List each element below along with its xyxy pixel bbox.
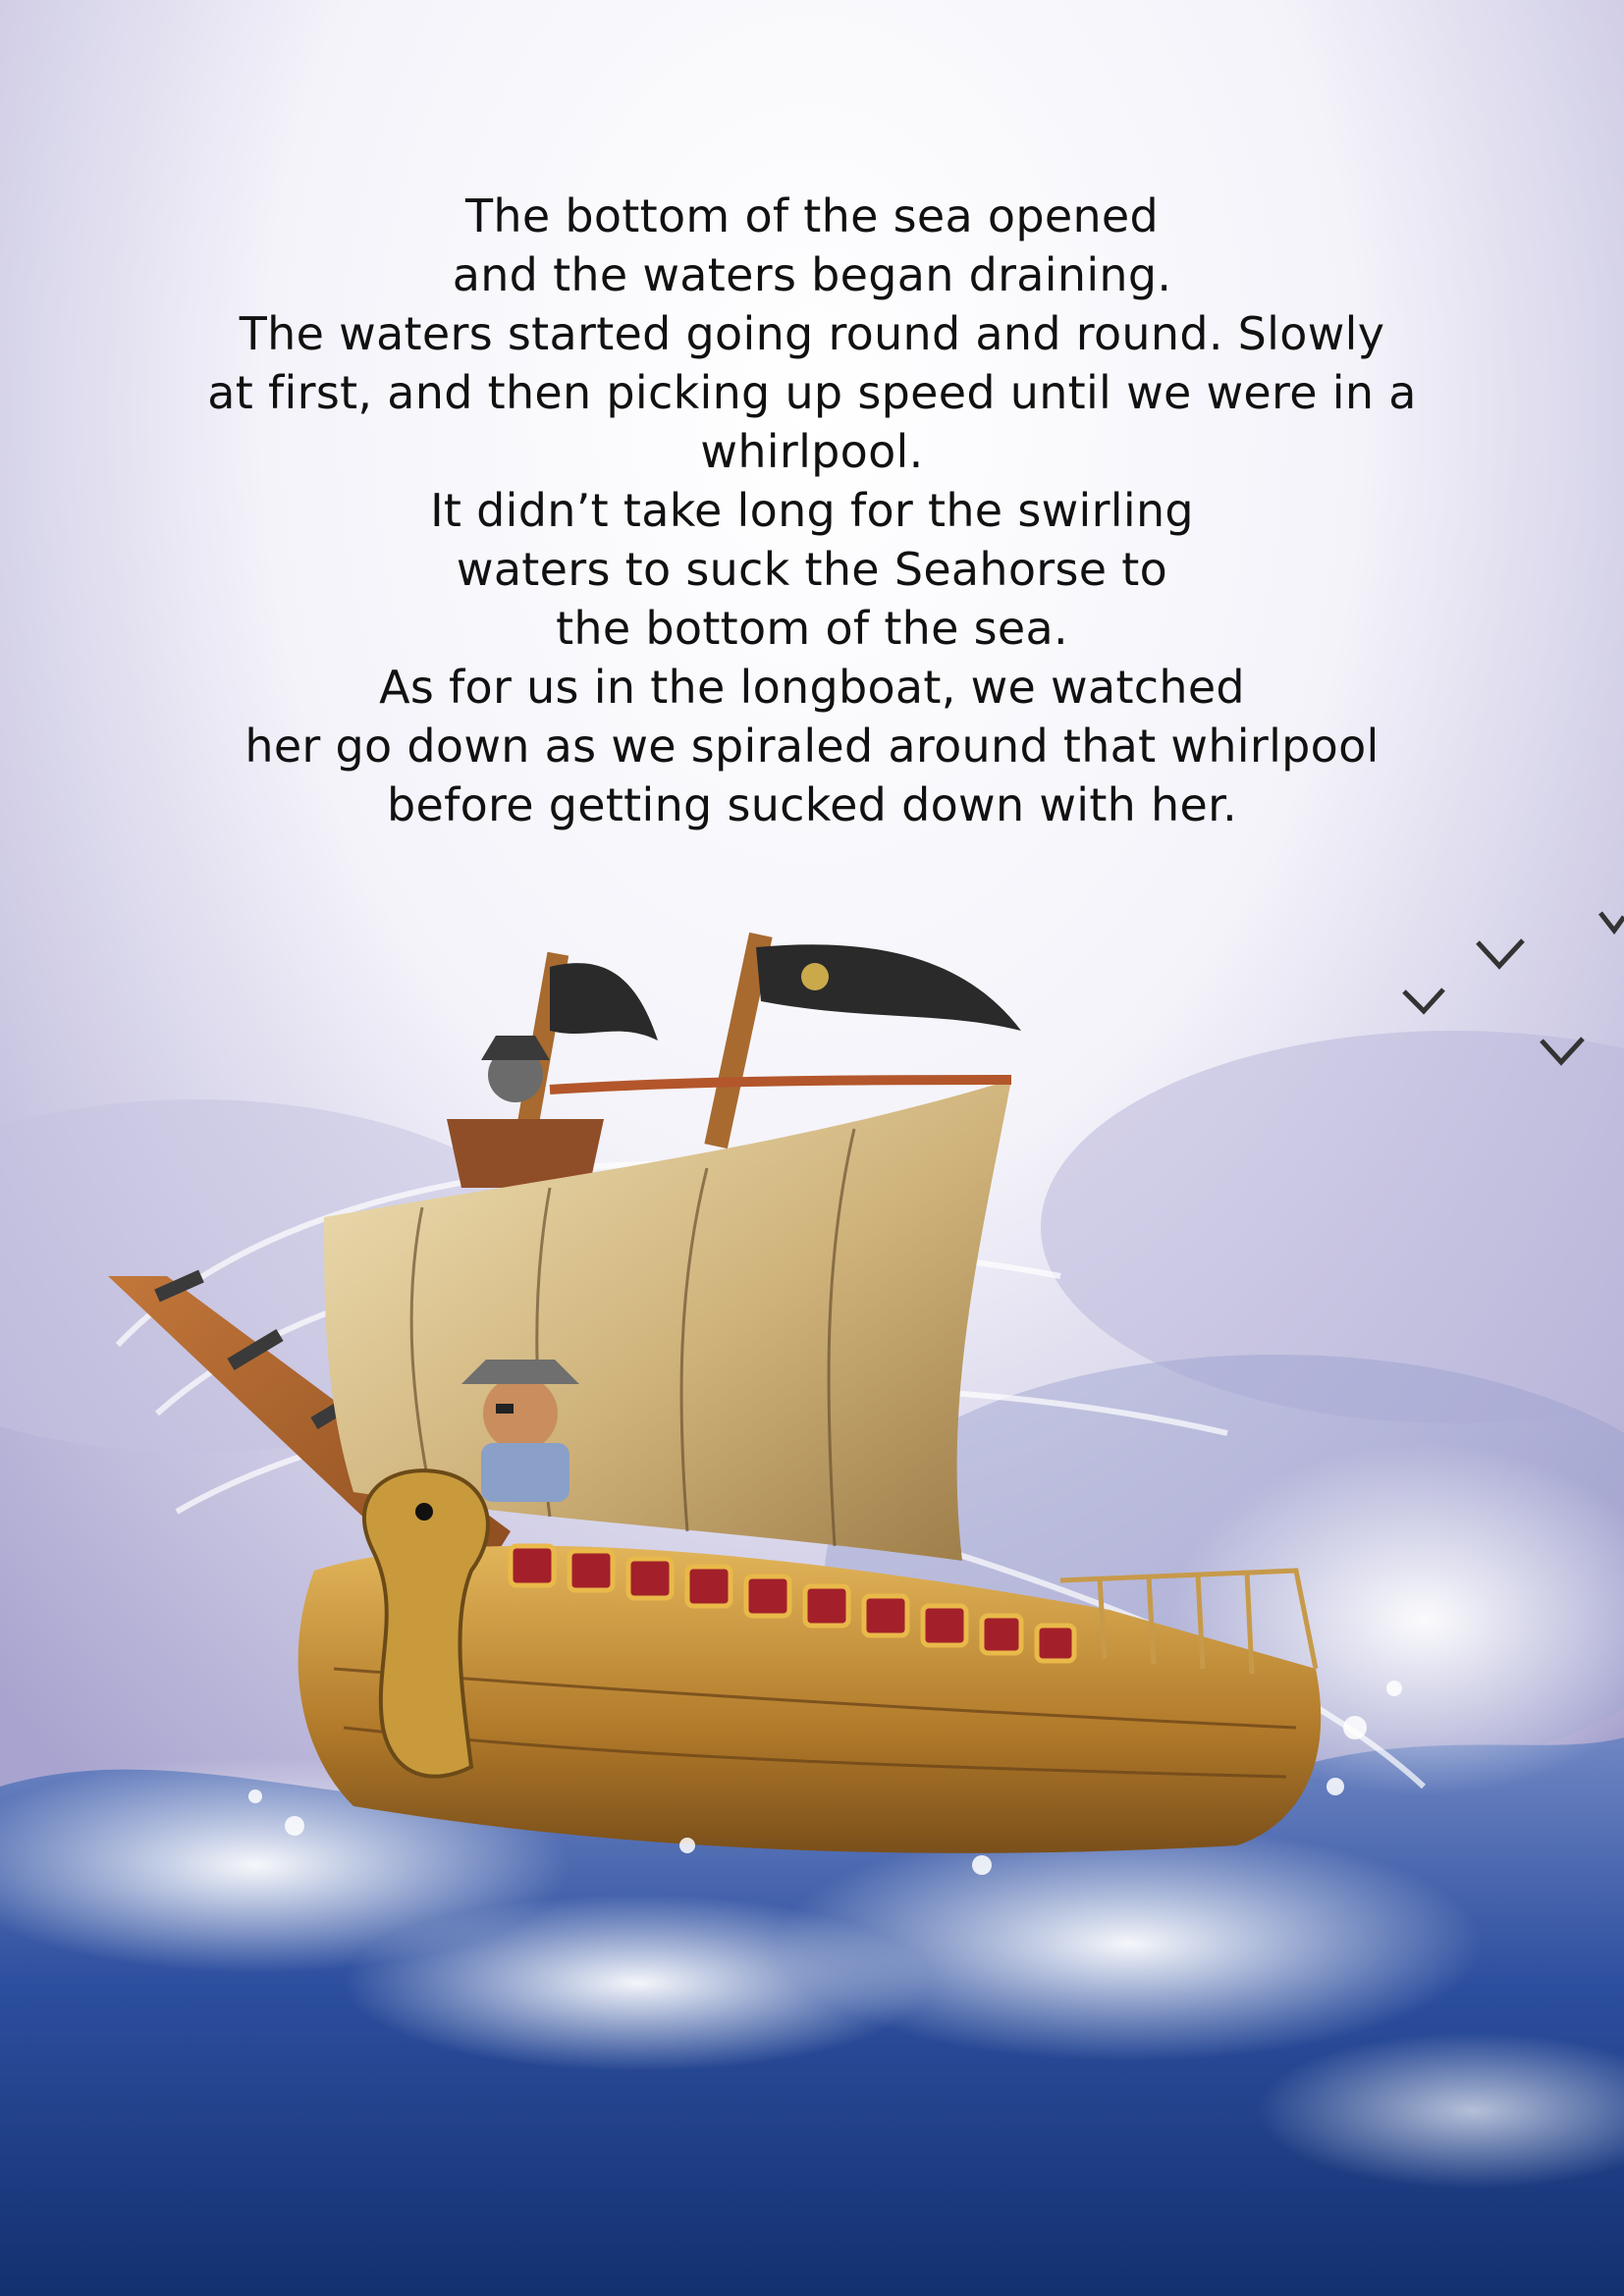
- pirate-head: [483, 1376, 558, 1451]
- seagulls: [1404, 913, 1624, 1062]
- story-line: at first, and then picking up speed until we were in a: [207, 366, 1417, 419]
- story-text: [147, 187, 1477, 834]
- story-line: and the waters began draining.: [452, 248, 1172, 301]
- story-line: before getting sucked down with her.: [386, 778, 1238, 831]
- story-line: waters to suck the Seahorse to: [456, 543, 1168, 596]
- story-line: The waters started going round and round. Slowly: [239, 307, 1385, 360]
- pirate-flag-left: [550, 963, 658, 1041]
- story-line: whirlpool.: [700, 425, 924, 478]
- pirate-flag-right: [756, 944, 1021, 1031]
- story-line: the bottom of the sea.: [556, 602, 1068, 655]
- story-line: The bottom of the sea opened: [464, 189, 1159, 242]
- story-line: It didn’t take long for the swirling: [430, 484, 1194, 537]
- story-line: As for us in the longboat, we watched: [379, 661, 1245, 714]
- story-line: her go down as we spiraled around that whirlpool: [244, 720, 1380, 773]
